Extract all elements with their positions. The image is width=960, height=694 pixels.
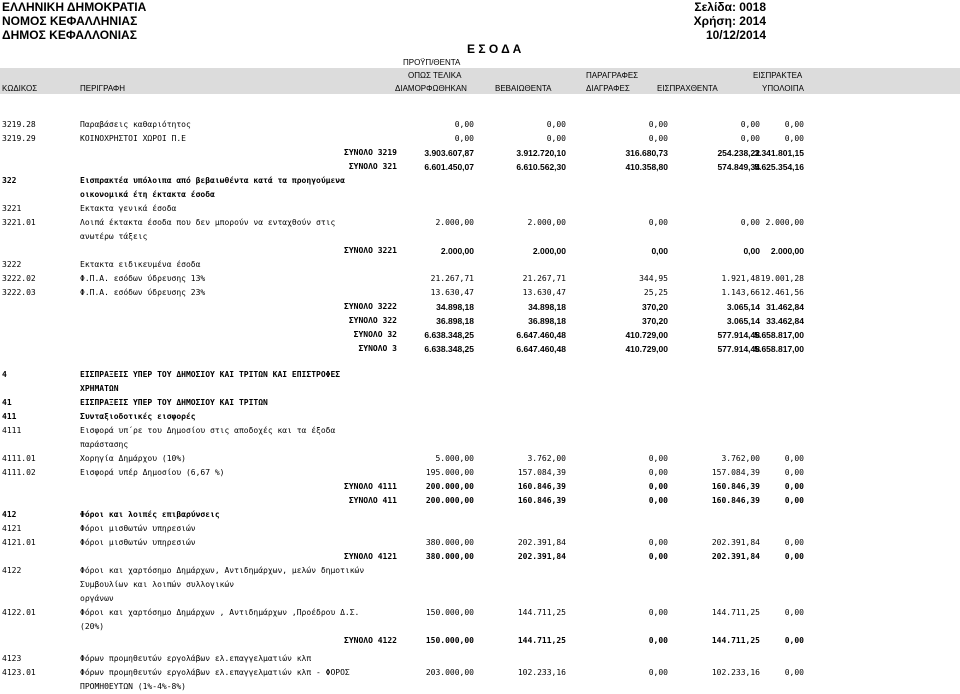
row-description: Φόροι και χαρτόσημο Δημάρχων, Αντιδημάρχων, μελών δημοτικών	[80, 566, 365, 575]
row-description: Εισφορά υπ΄ρε του Δημοσίου στις αποδοχές και τα έξοδα	[80, 426, 336, 435]
row-description: Παραβάσεις καθαριότητος	[80, 120, 191, 129]
column-header-code: ΚΩΔΙΚΟΣ	[2, 84, 38, 93]
erased-amount: 410.729,00	[625, 330, 668, 340]
collectible-amount: 33.462,84	[766, 316, 804, 326]
certified-amount: 144.711,25	[517, 608, 566, 617]
row-description: Φ.Π.Α. εσόδων ύδρευσης 23%	[80, 288, 206, 297]
collectible-amount: 2.000,00	[765, 218, 804, 227]
table-row	[0, 424, 960, 438]
total-label: ΣΥΝΟΛΟ 3	[358, 344, 397, 353]
table-row	[0, 202, 960, 216]
table-row	[0, 258, 960, 272]
collected-amount: 144.711,25	[711, 636, 760, 645]
table-row	[0, 508, 960, 522]
erased-amount: 410.729,00	[625, 344, 668, 354]
budgeted-amount: 36.898,18	[436, 316, 474, 326]
certified-amount: 157.084,39	[517, 468, 566, 477]
row-code: 4111.01	[2, 454, 36, 463]
certified-amount: 0,00	[546, 134, 566, 143]
total-row	[0, 160, 960, 174]
erased-amount: 370,20	[642, 316, 668, 326]
total-label: ΣΥΝΟΛΟ 32	[353, 330, 397, 339]
row-code: 4123.01	[2, 668, 36, 677]
erased-amount: 316.680,73	[625, 148, 668, 158]
erased-amount: 0,00	[648, 120, 668, 129]
collectible-amount: 0,00	[784, 134, 804, 143]
total-row	[0, 634, 960, 648]
budgeted-amount: 150.000,00	[425, 636, 474, 645]
row-code: 3219.28	[2, 120, 36, 129]
collected-amount: 1.143,66	[721, 288, 760, 297]
erased-amount: 25,25	[643, 288, 668, 297]
column-header-band	[0, 68, 960, 94]
budgeted-amount: 6.638.348,25	[424, 330, 474, 340]
collected-amount: 254.238,22	[717, 148, 760, 158]
budgeted-amount: 3.903.607,87	[424, 148, 474, 158]
table-row	[0, 368, 960, 382]
row-description: Φόροι και λοιπές επιβαρύνσεις	[80, 510, 220, 519]
collectible-amount: 0,00	[784, 668, 804, 677]
total-row	[0, 146, 960, 160]
report-title: Ε Σ Ο Δ Α	[467, 42, 522, 56]
collected-amount: 102.233,16	[711, 668, 760, 677]
collectible-amount: 0,00	[784, 468, 804, 477]
column-header-budget-line3: ΔΙΑΜΟΡΦΩΘΗΚΑΝ	[395, 84, 467, 93]
row-description: Φόρων προμηθευτών εργολάβων ελ.επαγγελματιών κλπ - ΦΟΡΟΣ	[80, 668, 350, 677]
certified-amount: 160.846,39	[517, 496, 566, 505]
column-header-erased-line1: ΠΑΡΑΓΡΑΦΕΣ	[586, 71, 639, 80]
erased-amount: 0,00	[648, 552, 668, 561]
total-row	[0, 244, 960, 258]
budgeted-amount: 2.000,00	[435, 218, 474, 227]
collected-amount: 3.065,14	[726, 302, 760, 312]
certified-amount: 2.000,00	[527, 218, 566, 227]
row-description: Φόρων προμηθευτών εργολάβων ελ.επαγγελματιών κλπ	[80, 654, 312, 663]
row-description: παράστασης	[80, 440, 129, 449]
certified-amount: 144.711,25	[517, 636, 566, 645]
row-code: 3222.03	[2, 288, 36, 297]
row-code: 4	[2, 370, 7, 379]
table-row	[0, 578, 960, 592]
budgeted-amount: 200.000,00	[425, 496, 474, 505]
collected-amount: 157.084,39	[711, 468, 760, 477]
budgeted-amount: 6.601.450,07	[424, 162, 474, 172]
collected-amount: 202.391,84	[711, 552, 760, 561]
certified-amount: 2.000,00	[532, 246, 566, 256]
collected-amount: 160.846,39	[711, 482, 760, 491]
certified-amount: 21.267,71	[522, 274, 566, 283]
fiscal-year: Χρήση: 2014	[693, 14, 766, 28]
collectible-amount: 2.000,00	[770, 246, 804, 256]
collected-amount: 577.914,48	[717, 330, 760, 340]
row-description: ΚΟΙΝΟΧΡΗΣΤΟΙ ΧΩΡΟΙ Π.Ε	[80, 134, 186, 143]
collectible-amount: 0,00	[784, 538, 804, 547]
total-row	[0, 300, 960, 314]
erased-amount: 0,00	[648, 218, 668, 227]
collectible-amount: 12.461,56	[760, 288, 804, 297]
row-code: 4111	[2, 426, 22, 435]
total-label: ΣΥΝΟΛΟ 321	[348, 162, 397, 171]
row-description: οικονομικά έτη έκτακτα έσοδα	[80, 190, 215, 199]
row-code: 4123	[2, 654, 22, 663]
row-description: Συμβουλίων και λοιπών συλλογικών	[80, 580, 235, 589]
collected-amount: 202.391,84	[711, 538, 760, 547]
budgeted-amount: 195.000,00	[425, 468, 474, 477]
collectible-amount: 0,00	[784, 552, 804, 561]
row-code: 41	[2, 398, 12, 407]
row-description: Φόροι μισθωτών υπηρεσιών	[80, 538, 196, 547]
total-label: ΣΥΝΟΛΟ 411	[348, 496, 397, 505]
collectible-amount: 0,00	[784, 482, 804, 491]
row-description: ανωτέρω τάξεις	[80, 232, 148, 241]
total-label: ΣΥΝΟΛΟ 4121	[344, 552, 397, 561]
table-row	[0, 118, 960, 132]
certified-amount: 6.610.562,30	[516, 162, 566, 172]
table-row	[0, 666, 960, 680]
table-row	[0, 286, 960, 300]
total-label: ΣΥΝΟΛΟ 4122	[344, 636, 397, 645]
table-row	[0, 410, 960, 424]
erased-amount: 0,00	[648, 134, 668, 143]
erased-amount: 0,00	[648, 608, 668, 617]
erased-amount: 0,00	[648, 454, 668, 463]
table-row	[0, 606, 960, 620]
budgeted-amount: 150.000,00	[425, 608, 474, 617]
column-header-collected: ΕΙΣΠΡΑΧΘΕΝΤΑ	[657, 84, 718, 93]
table-row	[0, 132, 960, 146]
certified-amount: 160.846,39	[517, 482, 566, 491]
budgeted-amount: 0,00	[454, 134, 474, 143]
budgeted-amount: 13.630,47	[430, 288, 474, 297]
row-code: 3219.29	[2, 134, 36, 143]
row-description: Εισφορά υπέρ Δημοσίου (6,67 %)	[80, 468, 225, 477]
total-label: ΣΥΝΟΛΟ 4111	[344, 482, 397, 491]
total-row	[0, 480, 960, 494]
erased-amount: 0,00	[648, 668, 668, 677]
collectible-amount: 5.658.817,00	[754, 330, 804, 340]
collected-amount: 1.921,48	[721, 274, 760, 283]
erased-amount: 0,00	[648, 468, 668, 477]
budgeted-amount: 34.898,18	[436, 302, 474, 312]
budgeted-amount: 203.000,00	[425, 668, 474, 677]
collectible-amount: 19.001,28	[760, 274, 804, 283]
collectible-amount: 0,00	[784, 454, 804, 463]
certified-amount: 202.391,84	[517, 538, 566, 547]
collected-amount: 0,00	[740, 120, 760, 129]
row-code: 412	[2, 510, 17, 519]
column-header-budget-line2: ΟΠΩΣ ΤΕΛΙΚΑ	[408, 71, 462, 80]
budgeted-amount: 6.638.348,25	[424, 344, 474, 354]
certified-amount: 202.391,84	[517, 552, 566, 561]
row-description: Φόροι και χαρτόσημο Δημάρχων , Αντιδημάρχων ,Προέδρου Δ.Σ.	[80, 608, 360, 617]
budgeted-amount: 21.267,71	[430, 274, 474, 283]
row-description: Εκτακτα ειδικευμένα έσοδα	[80, 260, 201, 269]
row-code: 411	[2, 412, 17, 421]
collected-amount: 0,00	[740, 218, 760, 227]
budgeted-amount: 5.000,00	[435, 454, 474, 463]
total-label: ΣΥΝΟΛΟ 322	[348, 316, 397, 325]
row-code: 4121	[2, 524, 22, 533]
column-header-collectible-line2: ΥΠΟΛΟΙΠΑ	[762, 84, 804, 93]
row-code: 4122.01	[2, 608, 36, 617]
total-row	[0, 494, 960, 508]
table-row	[0, 188, 960, 202]
certified-amount: 102.233,16	[517, 668, 566, 677]
row-code: 4122	[2, 566, 22, 575]
column-header-erased-line2: ΔΙΑΓΡΑΦΕΣ	[586, 84, 630, 93]
table-row	[0, 382, 960, 396]
row-description: Φ.Π.Α. εσόδων ύδρευσης 13%	[80, 274, 206, 283]
table-row	[0, 174, 960, 188]
row-description: Εκτακτα γενικά έσοδα	[80, 204, 177, 213]
row-code: 4121.01	[2, 538, 36, 547]
table-row	[0, 536, 960, 550]
budgeted-amount: 2.000,00	[440, 246, 474, 256]
erased-amount: 344,95	[639, 274, 668, 283]
table-row	[0, 652, 960, 666]
collectible-amount: 0,00	[784, 608, 804, 617]
collected-amount: 574.849,34	[717, 162, 760, 172]
erased-amount: 0,00	[648, 496, 668, 505]
total-label: ΣΥΝΟΛΟ 3221	[344, 246, 397, 255]
row-code: 3222.02	[2, 274, 36, 283]
total-row	[0, 342, 960, 356]
erased-amount: 0,00	[648, 636, 668, 645]
budgeted-amount: 380.000,00	[425, 538, 474, 547]
org-name-line2: ΝΟΜΟΣ ΚΕΦΑΛΛΗΝΙΑΣ	[2, 14, 138, 28]
table-row	[0, 592, 960, 606]
column-header-collectible-line1: ΕΙΣΠΡΑΚΤΕΑ	[753, 71, 803, 80]
total-label: ΣΥΝΟΛΟ 3222	[344, 302, 397, 311]
total-row	[0, 314, 960, 328]
collectible-amount: 31.462,84	[766, 302, 804, 312]
table-row	[0, 522, 960, 536]
collected-amount: 3.065,14	[726, 316, 760, 326]
row-code: 3222	[2, 260, 22, 269]
row-description: ΕΙΣΠΡΑΞΕΙΣ ΥΠΕΡ ΤΟΥ ΔΗΜΟΣΙΟΥ ΚΑΙ ΤΡΙΤΩΝ	[80, 398, 268, 407]
budgeted-amount: 200.000,00	[425, 482, 474, 491]
table-row	[0, 466, 960, 480]
total-label: ΣΥΝΟΛΟ 3219	[344, 148, 397, 157]
certified-amount: 34.898,18	[528, 302, 566, 312]
erased-amount: 370,20	[642, 302, 668, 312]
collected-amount: 160.846,39	[711, 496, 760, 505]
org-name-line1: ΕΛΛΗΝΙΚΗ ΔΗΜΟΚΡΑΤΙΑ	[2, 0, 147, 14]
erased-amount: 0,00	[648, 482, 668, 491]
table-row	[0, 272, 960, 286]
row-code: 322	[2, 176, 17, 185]
row-description: ΧΡΗΜΑΤΩΝ	[80, 384, 119, 393]
table-row	[0, 452, 960, 466]
total-row	[0, 328, 960, 342]
collectible-amount: 0,00	[784, 120, 804, 129]
row-code: 4111.02	[2, 468, 36, 477]
column-header-certified: ΒΕΒΑΙΩΘΕΝΤΑ	[495, 84, 552, 93]
table-row	[0, 216, 960, 230]
page-number: Σελίδα: 0018	[694, 0, 766, 14]
budgeted-amount: 0,00	[454, 120, 474, 129]
column-header-description: ΠΕΡΙΓΡΑΦΗ	[80, 84, 126, 93]
collected-amount: 577.914,48	[717, 344, 760, 354]
row-description: (20%)	[80, 622, 105, 631]
collected-amount: 0,00	[740, 134, 760, 143]
row-description: Φόροι μισθωτών υπηρεσιών	[80, 524, 196, 533]
row-code: 3221.01	[2, 218, 36, 227]
collected-amount: 3.762,00	[721, 454, 760, 463]
certified-amount: 13.630,47	[522, 288, 566, 297]
certified-amount: 6.647.460,48	[516, 330, 566, 340]
certified-amount: 0,00	[546, 120, 566, 129]
budgeted-amount: 380.000,00	[425, 552, 474, 561]
collected-amount: 144.711,25	[711, 608, 760, 617]
certified-amount: 3.912.720,10	[516, 148, 566, 158]
certified-amount: 6.647.460,48	[516, 344, 566, 354]
collectible-amount: 5.625.354,16	[754, 162, 804, 172]
total-row	[0, 550, 960, 564]
row-code: 3221	[2, 204, 22, 213]
table-row	[0, 564, 960, 578]
erased-amount: 0,00	[651, 246, 668, 256]
column-header-budget-line1: ΠΡΟΫΠ/ΘΕΝΤΑ	[403, 58, 461, 67]
row-description: οργάνων	[80, 594, 114, 603]
report-date: 10/12/2014	[705, 28, 766, 42]
table-row	[0, 620, 960, 634]
collectible-amount: 5.658.817,00	[754, 344, 804, 354]
certified-amount: 3.762,00	[527, 454, 566, 463]
table-row	[0, 438, 960, 452]
collectible-amount: 3.341.801,15	[754, 148, 804, 158]
erased-amount: 410.358,80	[625, 162, 668, 172]
row-description: ΠΡΟΜΗΘΕΥΤΩΝ (1%-4%-8%)	[80, 682, 186, 691]
erased-amount: 0,00	[648, 538, 668, 547]
org-name-line3: ΔΗΜΟΣ ΚΕΦΑΛΛΟΝΙΑΣ	[2, 28, 137, 42]
row-description: ΕΙΣΠΡΑΞΕΙΣ ΥΠΕΡ ΤΟΥ ΔΗΜΟΣΙΟΥ ΚΑΙ ΤΡΙΤΩΝ ΚΑΙ ΕΠΙΣΤΡΟΦΕΣ	[80, 370, 341, 379]
table-row	[0, 230, 960, 244]
row-description: Χορηγία Δημάρχου (10%)	[80, 454, 186, 463]
collected-amount: 0,00	[743, 246, 760, 256]
row-description: Λοιπά έκτακτα έσοδα που δεν μπορούν να ενταχθούν στις	[80, 218, 336, 227]
table-row	[0, 396, 960, 410]
certified-amount: 36.898,18	[528, 316, 566, 326]
collectible-amount: 0,00	[784, 496, 804, 505]
row-description: Συνταξιοδοτικές εισφορές	[80, 412, 196, 421]
row-description: Εισπρακτέα υπόλοιπα από βεβαιωθέντα κατά τα προηγούμενα	[80, 176, 345, 185]
collectible-amount: 0,00	[784, 636, 804, 645]
